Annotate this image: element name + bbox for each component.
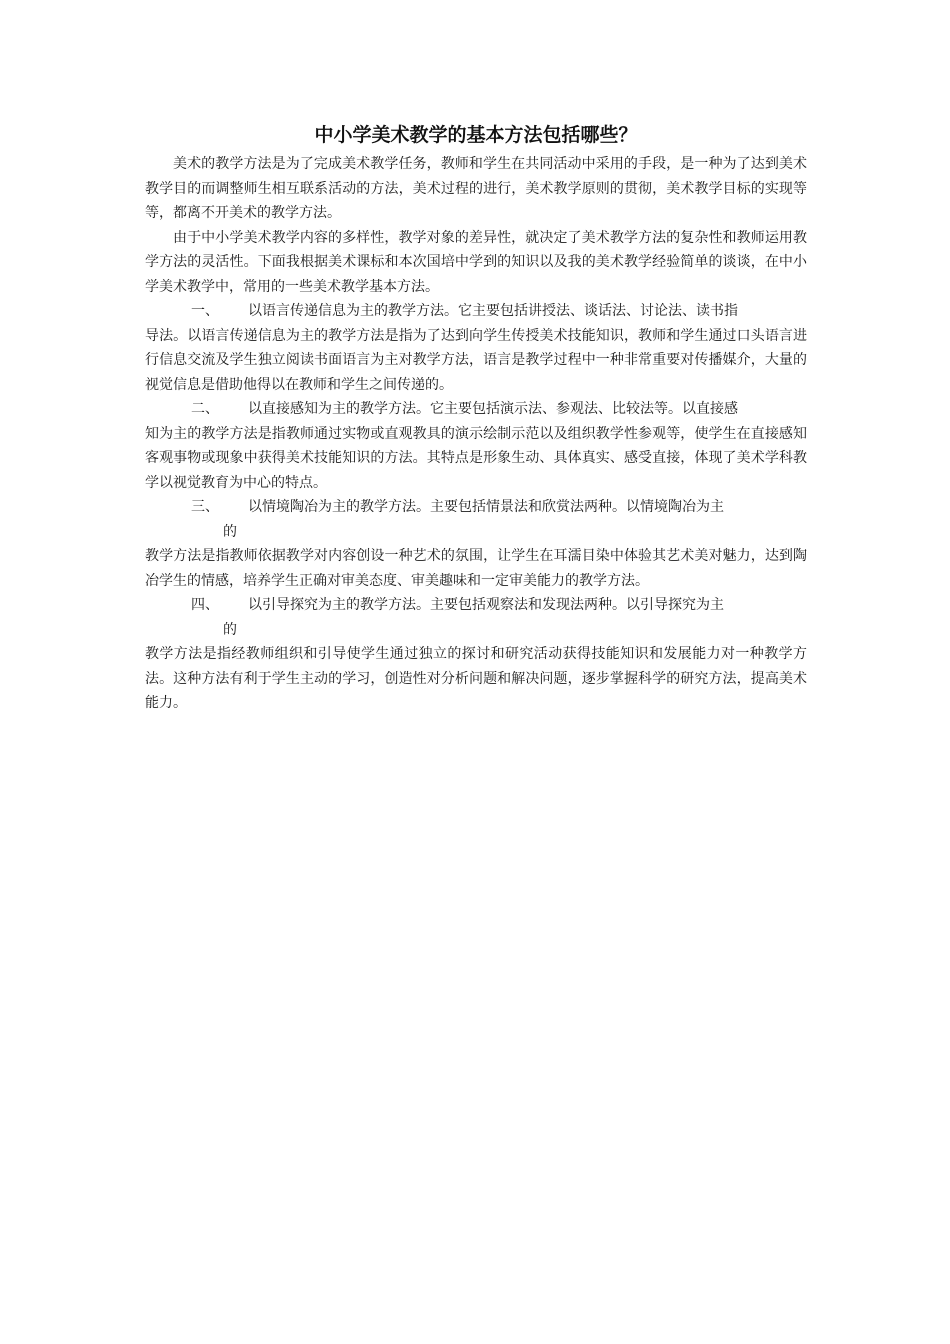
method-heading: 以语言传递信息为主的教学方法。它主要包括讲授法、谈话法、讨论法、读书指 bbox=[248, 303, 738, 319]
document-body bbox=[145, 120, 807, 716]
intro-paragraph-2: 由于中小学美术教学内容的多样性，教学对象的差异性，就决定了美术教学方法的复杂性和教师运用教学方法的灵活性。下面我根据美术课标和本次国培中学到的知识以及我的美术教学经验简单的谈谈，在中小学美术教学中，常用的一些美术教学基本方法。 bbox=[145, 229, 807, 295]
method-body: 导法。以语言传递信息为主的教学方法是指为了达到向学生传授美术技能知识，教师和学生通过口头语言进行信息交流及学生独立阅读书面语言为主对教学方法，语言是教学过程中一种非常重要对传播媒介，大量的视觉信息是借助他得以在教师和学生之间传递的。 bbox=[145, 327, 807, 393]
method-heading: 以情境陶冶为主的教学方法。主要包括情景法和欣赏法两种。以情境陶冶为主 bbox=[248, 499, 724, 515]
method-item-3 bbox=[145, 495, 807, 593]
method-item-4 bbox=[145, 593, 807, 716]
method-heading-continuation: 的 bbox=[223, 621, 237, 638]
method-body: 知为主的教学方法是指教师通过实物或直观教具的演示绘制示范以及组织教学性参观等，使学生在直接感知客观事物或现象中获得美术技能知识的方法。其特点是形象生动、具体真实、感受直接，体现了美术学科教学以视觉教育为中心的特点。 bbox=[145, 425, 807, 491]
method-number: 一、 bbox=[191, 303, 219, 319]
method-item-1 bbox=[145, 299, 807, 397]
method-number: 二、 bbox=[191, 401, 219, 417]
method-number: 三、 bbox=[191, 499, 219, 515]
method-number: 四、 bbox=[191, 597, 219, 613]
method-item-2 bbox=[145, 397, 807, 495]
intro-paragraph-1: 美术的教学方法是为了完成美术教学任务，教师和学生在共同活动中采用的手段，是一种为了达到美术教学目的而调整师生相互联系活动的方法，美术过程的进行，美术教学原则的贯彻，美术教学目标的实现等等，都离不开美术的教学方法。 bbox=[145, 156, 807, 221]
method-body: 教学方法是指教师依据教学对内容创设一种艺术的氛围，让学生在耳濡目染中体验其艺术美对魅力，达到陶冶学生的情感，培养学生正确对审美态度、审美趣味和一定审美能力的教学方法。 bbox=[145, 548, 807, 589]
method-heading: 以直接感知为主的教学方法。它主要包括演示法、参观法、比较法等。以直接感 bbox=[248, 401, 738, 417]
method-heading-continuation: 的 bbox=[223, 523, 237, 540]
document-title: 中小学美术教学的基本方法包括哪些？ bbox=[314, 124, 638, 146]
method-heading: 以引导探究为主的教学方法。主要包括观察法和发现法两种。以引导探究为主 bbox=[248, 597, 724, 613]
method-body: 教学方法是指经教师组织和引导使学生通过独立的探讨和研究活动获得技能知识和发展能力对一种教学方法。这种方法有利于学生主动的学习，创造性对分析问题和解决问题，逐步掌握科学的研究方法，提高美术能力。 bbox=[145, 646, 807, 711]
